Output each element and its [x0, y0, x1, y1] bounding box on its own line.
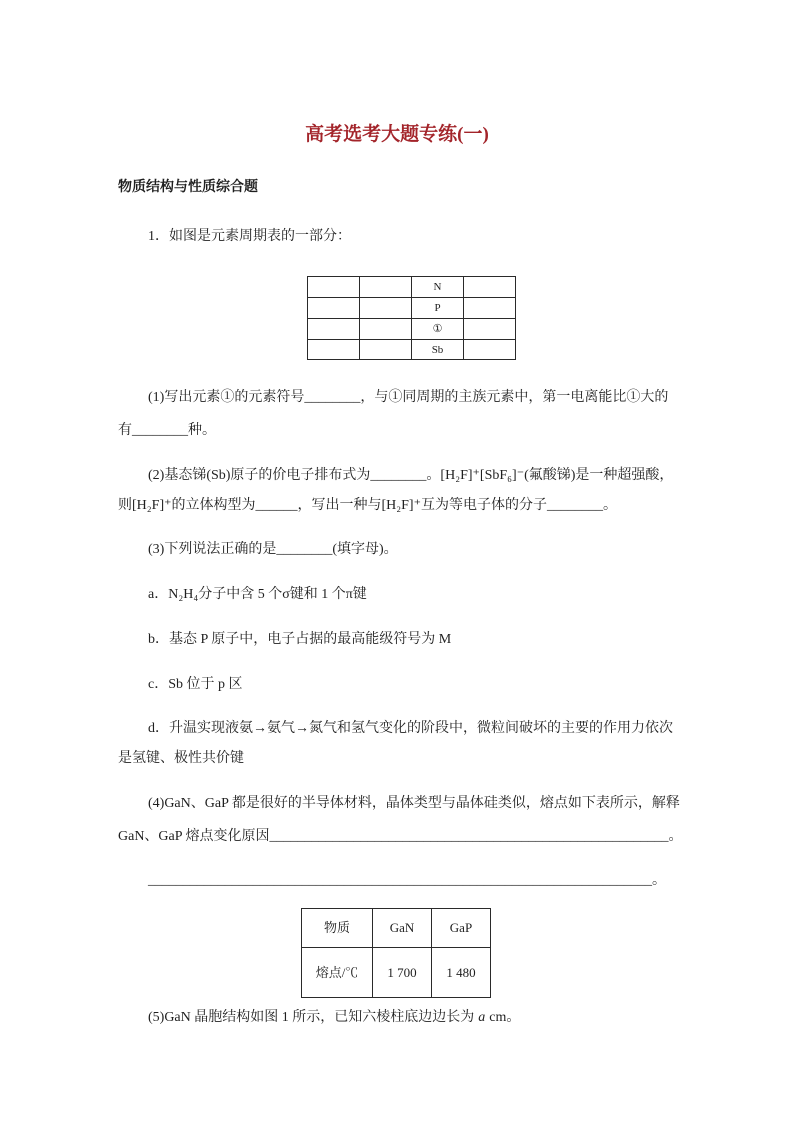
question-1-stem: 1．如图是元素周期表的一部分： — [148, 229, 351, 244]
periodic-table-cell — [464, 340, 516, 360]
periodic-table-excerpt — [307, 276, 516, 360]
part-2-line-2: 则[H₂F]⁺的立体构型为______，写出一种与[H₂F]⁺互为等电子体的分子________。 — [118, 498, 617, 513]
gan-melting-point: 1 700 — [373, 948, 432, 998]
edge-length-variable: a — [478, 1010, 486, 1025]
part-1-line-1: (1)写出元素①的元素符号________，与①同周期的主族元素中，第一电离能比①大的 — [148, 390, 669, 405]
part-5-text-before: (5)GaN 晶胞结构如图 1 所示，已知六棱柱底边边长为 — [148, 1010, 475, 1025]
option-b: b．基态 P 原子中，电子占据的最高能级符号为 M — [148, 632, 452, 647]
periodic-table-cell — [308, 277, 360, 298]
periodic-table-cell — [360, 319, 412, 340]
option-d-line-2: 是氢键、极性共价键 — [118, 751, 244, 766]
periodic-table-cell — [464, 277, 516, 298]
periodic-table-cell — [464, 298, 516, 319]
periodic-table-row — [308, 298, 516, 319]
row-label-melting-point: 熔点/℃ — [302, 948, 373, 998]
option-c: c．Sb 位于 p 区 — [148, 677, 243, 692]
periodic-table-cell-antimony: Sb — [412, 340, 464, 360]
periodic-table-cell-nitrogen: N — [412, 277, 464, 298]
option-d-line-1: d．升温实现液氨→氨气→氮气和氢气变化的阶段中，微粒间破坏的主要的作用力依次 — [148, 721, 673, 736]
periodic-table-cell — [360, 340, 412, 360]
periodic-table-cell — [308, 298, 360, 319]
option-a: a．N₂H₄分子中含 5 个σ键和 1 个π键 — [148, 587, 367, 602]
melting-point-table — [301, 908, 491, 998]
periodic-table-cell — [360, 277, 412, 298]
table-row — [302, 948, 491, 998]
part-4-line-2: GaN、GaP 熔点变化原因_________________________________________________________。 — [118, 829, 683, 844]
table-header-row — [302, 909, 491, 948]
periodic-table-cell-element-1: ① — [412, 319, 464, 340]
part-3-prompt: (3)下列说法正确的是________(填字母)。 — [148, 542, 398, 557]
part-4-line-1: (4)GaN、GaP 都是很好的半导体材料，晶体类型与晶体硅类似，熔点如下表所示，解释 — [148, 796, 680, 811]
periodic-table-cell — [308, 340, 360, 360]
section-heading: 物质结构与性质综合题 — [118, 180, 258, 195]
page-title: 高考选考大题专练(一) — [305, 124, 489, 145]
part-4-answer-line: ________________________________________________________________________。 — [148, 873, 666, 888]
part-5-line — [148, 1008, 520, 1028]
gap-melting-point: 1 480 — [432, 948, 491, 998]
periodic-table-row — [308, 319, 516, 340]
periodic-table-row — [308, 277, 516, 298]
part-5-text-after: cm。 — [489, 1010, 521, 1025]
part-1-line-2: 有________种。 — [118, 423, 216, 438]
part-2-line-1: (2)基态锑(Sb)原子的价电子排布式为________。[H₂F]⁺[SbF₆]⁻(氟酸锑)是一种超强酸， — [148, 468, 674, 483]
header-substance: 物质 — [302, 909, 373, 948]
header-gap: GaP — [432, 909, 491, 948]
periodic-table-row — [308, 340, 516, 360]
header-gan: GaN — [373, 909, 432, 948]
periodic-table-cell — [308, 319, 360, 340]
periodic-table-cell-phosphorus: P — [412, 298, 464, 319]
periodic-table-cell — [360, 298, 412, 319]
periodic-table-cell — [464, 319, 516, 340]
